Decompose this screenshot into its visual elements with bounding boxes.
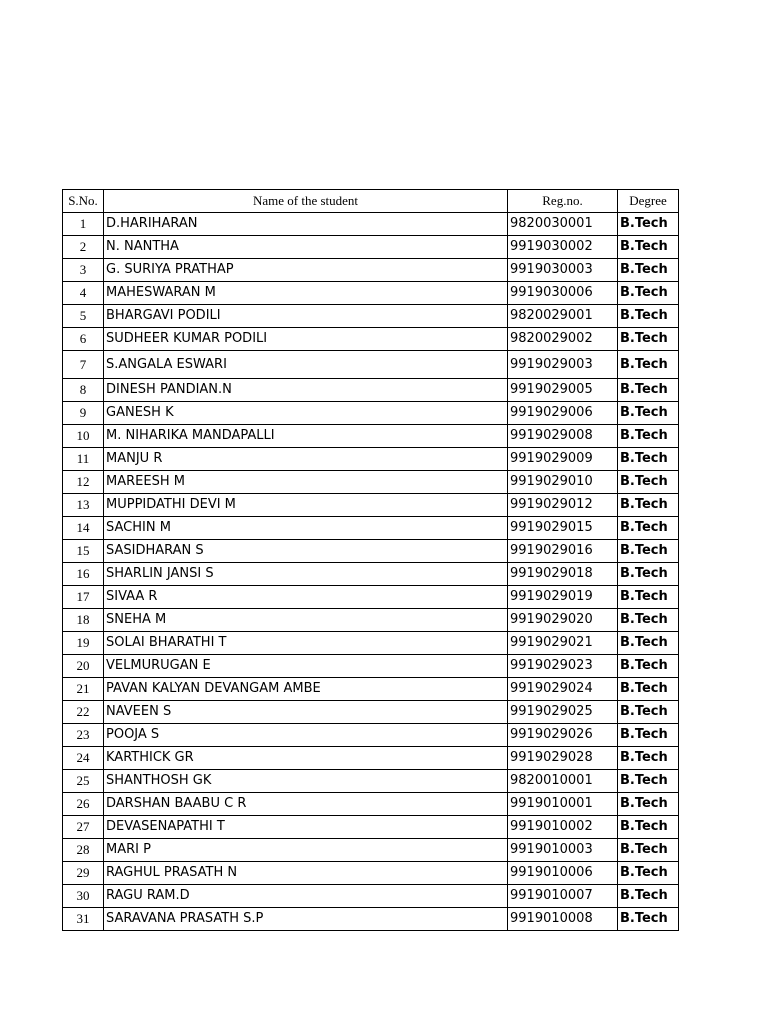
cell-reg-no: 9919029020 bbox=[508, 609, 618, 632]
cell-degree: B.Tech bbox=[618, 678, 679, 701]
cell-reg-no: 9919029006 bbox=[508, 402, 618, 425]
cell-sno: 29 bbox=[63, 862, 104, 885]
cell-sno: 24 bbox=[63, 747, 104, 770]
cell-reg-no: 9919029021 bbox=[508, 632, 618, 655]
cell-degree: B.Tech bbox=[618, 448, 679, 471]
table-row bbox=[63, 655, 679, 678]
header-degree: Degree bbox=[618, 190, 679, 213]
cell-degree: B.Tech bbox=[618, 609, 679, 632]
table-row bbox=[63, 563, 679, 586]
table-row bbox=[63, 282, 679, 305]
cell-degree: B.Tech bbox=[618, 517, 679, 540]
table-row bbox=[63, 305, 679, 328]
cell-student-name: SOLAI BHARATHI T bbox=[104, 632, 508, 655]
cell-degree: B.Tech bbox=[618, 259, 679, 282]
cell-student-name: MAHESWARAN M bbox=[104, 282, 508, 305]
cell-student-name: SIVAA R bbox=[104, 586, 508, 609]
cell-degree: B.Tech bbox=[618, 379, 679, 402]
cell-student-name: DEVASENAPATHI T bbox=[104, 816, 508, 839]
cell-reg-no: 9919010001 bbox=[508, 793, 618, 816]
cell-sno: 15 bbox=[63, 540, 104, 563]
header-name: Name of the student bbox=[104, 190, 508, 213]
cell-sno: 21 bbox=[63, 678, 104, 701]
cell-sno: 31 bbox=[63, 908, 104, 931]
table-row bbox=[63, 793, 679, 816]
cell-student-name: NAVEEN S bbox=[104, 701, 508, 724]
cell-student-name: RAGHUL PRASATH N bbox=[104, 862, 508, 885]
cell-reg-no: 9919010007 bbox=[508, 885, 618, 908]
cell-sno: 1 bbox=[63, 213, 104, 236]
cell-sno: 22 bbox=[63, 701, 104, 724]
cell-student-name: GANESH K bbox=[104, 402, 508, 425]
cell-degree: B.Tech bbox=[618, 655, 679, 678]
cell-student-name: MUPPIDATHI DEVI M bbox=[104, 494, 508, 517]
cell-student-name: S.ANGALA ESWARI bbox=[104, 351, 508, 379]
cell-sno: 14 bbox=[63, 517, 104, 540]
cell-degree: B.Tech bbox=[618, 862, 679, 885]
cell-sno: 26 bbox=[63, 793, 104, 816]
cell-student-name: KARTHICK GR bbox=[104, 747, 508, 770]
cell-student-name: SHANTHOSH GK bbox=[104, 770, 508, 793]
cell-degree: B.Tech bbox=[618, 236, 679, 259]
cell-sno: 8 bbox=[63, 379, 104, 402]
table-row bbox=[63, 678, 679, 701]
cell-reg-no: 9820029002 bbox=[508, 328, 618, 351]
cell-reg-no: 9919010002 bbox=[508, 816, 618, 839]
cell-sno: 28 bbox=[63, 839, 104, 862]
table-header bbox=[63, 190, 679, 213]
cell-student-name: PAVAN KALYAN DEVANGAM AMBE bbox=[104, 678, 508, 701]
cell-degree: B.Tech bbox=[618, 793, 679, 816]
cell-reg-no: 9919029018 bbox=[508, 563, 618, 586]
cell-degree: B.Tech bbox=[618, 701, 679, 724]
cell-sno: 10 bbox=[63, 425, 104, 448]
cell-degree: B.Tech bbox=[618, 213, 679, 236]
cell-degree: B.Tech bbox=[618, 351, 679, 379]
cell-student-name: DARSHAN BAABU C R bbox=[104, 793, 508, 816]
cell-reg-no: 9919029010 bbox=[508, 471, 618, 494]
table-row bbox=[63, 448, 679, 471]
table-row bbox=[63, 724, 679, 747]
table-row bbox=[63, 770, 679, 793]
cell-degree: B.Tech bbox=[618, 885, 679, 908]
cell-degree: B.Tech bbox=[618, 908, 679, 931]
cell-reg-no: 9919010008 bbox=[508, 908, 618, 931]
cell-reg-no: 9919029024 bbox=[508, 678, 618, 701]
cell-student-name: SUDHEER KUMAR PODILI bbox=[104, 328, 508, 351]
cell-degree: B.Tech bbox=[618, 402, 679, 425]
header-sno: S.No. bbox=[63, 190, 104, 213]
table-row bbox=[63, 862, 679, 885]
cell-degree: B.Tech bbox=[618, 747, 679, 770]
table-row bbox=[63, 351, 679, 379]
cell-degree: B.Tech bbox=[618, 724, 679, 747]
table-row bbox=[63, 328, 679, 351]
cell-reg-no: 9919029025 bbox=[508, 701, 618, 724]
table-body bbox=[63, 213, 679, 931]
cell-degree: B.Tech bbox=[618, 305, 679, 328]
table-row bbox=[63, 236, 679, 259]
cell-reg-no: 9919030002 bbox=[508, 236, 618, 259]
cell-reg-no: 9919029005 bbox=[508, 379, 618, 402]
table-row bbox=[63, 494, 679, 517]
cell-reg-no: 9919029019 bbox=[508, 586, 618, 609]
table-row bbox=[63, 402, 679, 425]
table-row bbox=[63, 471, 679, 494]
cell-reg-no: 9919029003 bbox=[508, 351, 618, 379]
cell-degree: B.Tech bbox=[618, 839, 679, 862]
cell-reg-no: 9919029023 bbox=[508, 655, 618, 678]
cell-student-name: G. SURIYA PRATHAP bbox=[104, 259, 508, 282]
cell-degree: B.Tech bbox=[618, 282, 679, 305]
header-row bbox=[63, 190, 679, 213]
cell-reg-no: 9919029015 bbox=[508, 517, 618, 540]
cell-student-name: POOJA S bbox=[104, 724, 508, 747]
table-row bbox=[63, 425, 679, 448]
cell-student-name: SNEHA M bbox=[104, 609, 508, 632]
cell-degree: B.Tech bbox=[618, 770, 679, 793]
cell-degree: B.Tech bbox=[618, 540, 679, 563]
cell-reg-no: 9820030001 bbox=[508, 213, 618, 236]
cell-sno: 19 bbox=[63, 632, 104, 655]
cell-reg-no: 9919029012 bbox=[508, 494, 618, 517]
table-row bbox=[63, 540, 679, 563]
cell-sno: 17 bbox=[63, 586, 104, 609]
cell-student-name: MAREESH M bbox=[104, 471, 508, 494]
cell-student-name: SACHIN M bbox=[104, 517, 508, 540]
cell-sno: 27 bbox=[63, 816, 104, 839]
cell-reg-no: 9919029028 bbox=[508, 747, 618, 770]
cell-sno: 9 bbox=[63, 402, 104, 425]
cell-reg-no: 9820029001 bbox=[508, 305, 618, 328]
cell-sno: 20 bbox=[63, 655, 104, 678]
cell-reg-no: 9919029016 bbox=[508, 540, 618, 563]
cell-sno: 18 bbox=[63, 609, 104, 632]
cell-degree: B.Tech bbox=[618, 816, 679, 839]
cell-student-name: VELMURUGAN E bbox=[104, 655, 508, 678]
cell-reg-no: 9919030006 bbox=[508, 282, 618, 305]
cell-reg-no: 9919010006 bbox=[508, 862, 618, 885]
table-row bbox=[63, 816, 679, 839]
cell-student-name: M. NIHARIKA MANDAPALLI bbox=[104, 425, 508, 448]
table-row bbox=[63, 609, 679, 632]
cell-student-name: DINESH PANDIAN.N bbox=[104, 379, 508, 402]
cell-degree: B.Tech bbox=[618, 328, 679, 351]
cell-student-name: SARAVANA PRASATH S.P bbox=[104, 908, 508, 931]
table-row bbox=[63, 586, 679, 609]
cell-degree: B.Tech bbox=[618, 632, 679, 655]
cell-sno: 30 bbox=[63, 885, 104, 908]
cell-sno: 12 bbox=[63, 471, 104, 494]
cell-sno: 4 bbox=[63, 282, 104, 305]
cell-reg-no: 9919029026 bbox=[508, 724, 618, 747]
cell-student-name: BHARGAVI PODILI bbox=[104, 305, 508, 328]
cell-degree: B.Tech bbox=[618, 586, 679, 609]
cell-sno: 11 bbox=[63, 448, 104, 471]
table-row bbox=[63, 379, 679, 402]
cell-sno: 2 bbox=[63, 236, 104, 259]
cell-sno: 16 bbox=[63, 563, 104, 586]
cell-degree: B.Tech bbox=[618, 563, 679, 586]
table-row bbox=[63, 885, 679, 908]
cell-reg-no: 9919010003 bbox=[508, 839, 618, 862]
header-reg: Reg.no. bbox=[508, 190, 618, 213]
cell-reg-no: 9919029009 bbox=[508, 448, 618, 471]
cell-sno: 7 bbox=[63, 351, 104, 379]
cell-degree: B.Tech bbox=[618, 471, 679, 494]
table-row bbox=[63, 747, 679, 770]
table-row bbox=[63, 213, 679, 236]
cell-reg-no: 9919029008 bbox=[508, 425, 618, 448]
cell-student-name: D.HARIHARAN bbox=[104, 213, 508, 236]
table-row bbox=[63, 632, 679, 655]
cell-degree: B.Tech bbox=[618, 494, 679, 517]
cell-student-name: MARI P bbox=[104, 839, 508, 862]
table-row bbox=[63, 517, 679, 540]
table-row bbox=[63, 839, 679, 862]
cell-sno: 13 bbox=[63, 494, 104, 517]
cell-sno: 5 bbox=[63, 305, 104, 328]
cell-degree: B.Tech bbox=[618, 425, 679, 448]
student-table bbox=[62, 189, 679, 931]
cell-sno: 3 bbox=[63, 259, 104, 282]
cell-student-name: SHARLIN JANSI S bbox=[104, 563, 508, 586]
cell-student-name: RAGU RAM.D bbox=[104, 885, 508, 908]
cell-student-name: MANJU R bbox=[104, 448, 508, 471]
cell-sno: 23 bbox=[63, 724, 104, 747]
cell-sno: 6 bbox=[63, 328, 104, 351]
table-row bbox=[63, 701, 679, 724]
cell-sno: 25 bbox=[63, 770, 104, 793]
table-row bbox=[63, 908, 679, 931]
cell-student-name: N. NANTHA bbox=[104, 236, 508, 259]
cell-reg-no: 9919030003 bbox=[508, 259, 618, 282]
table-row bbox=[63, 259, 679, 282]
cell-student-name: SASIDHARAN S bbox=[104, 540, 508, 563]
cell-reg-no: 9820010001 bbox=[508, 770, 618, 793]
